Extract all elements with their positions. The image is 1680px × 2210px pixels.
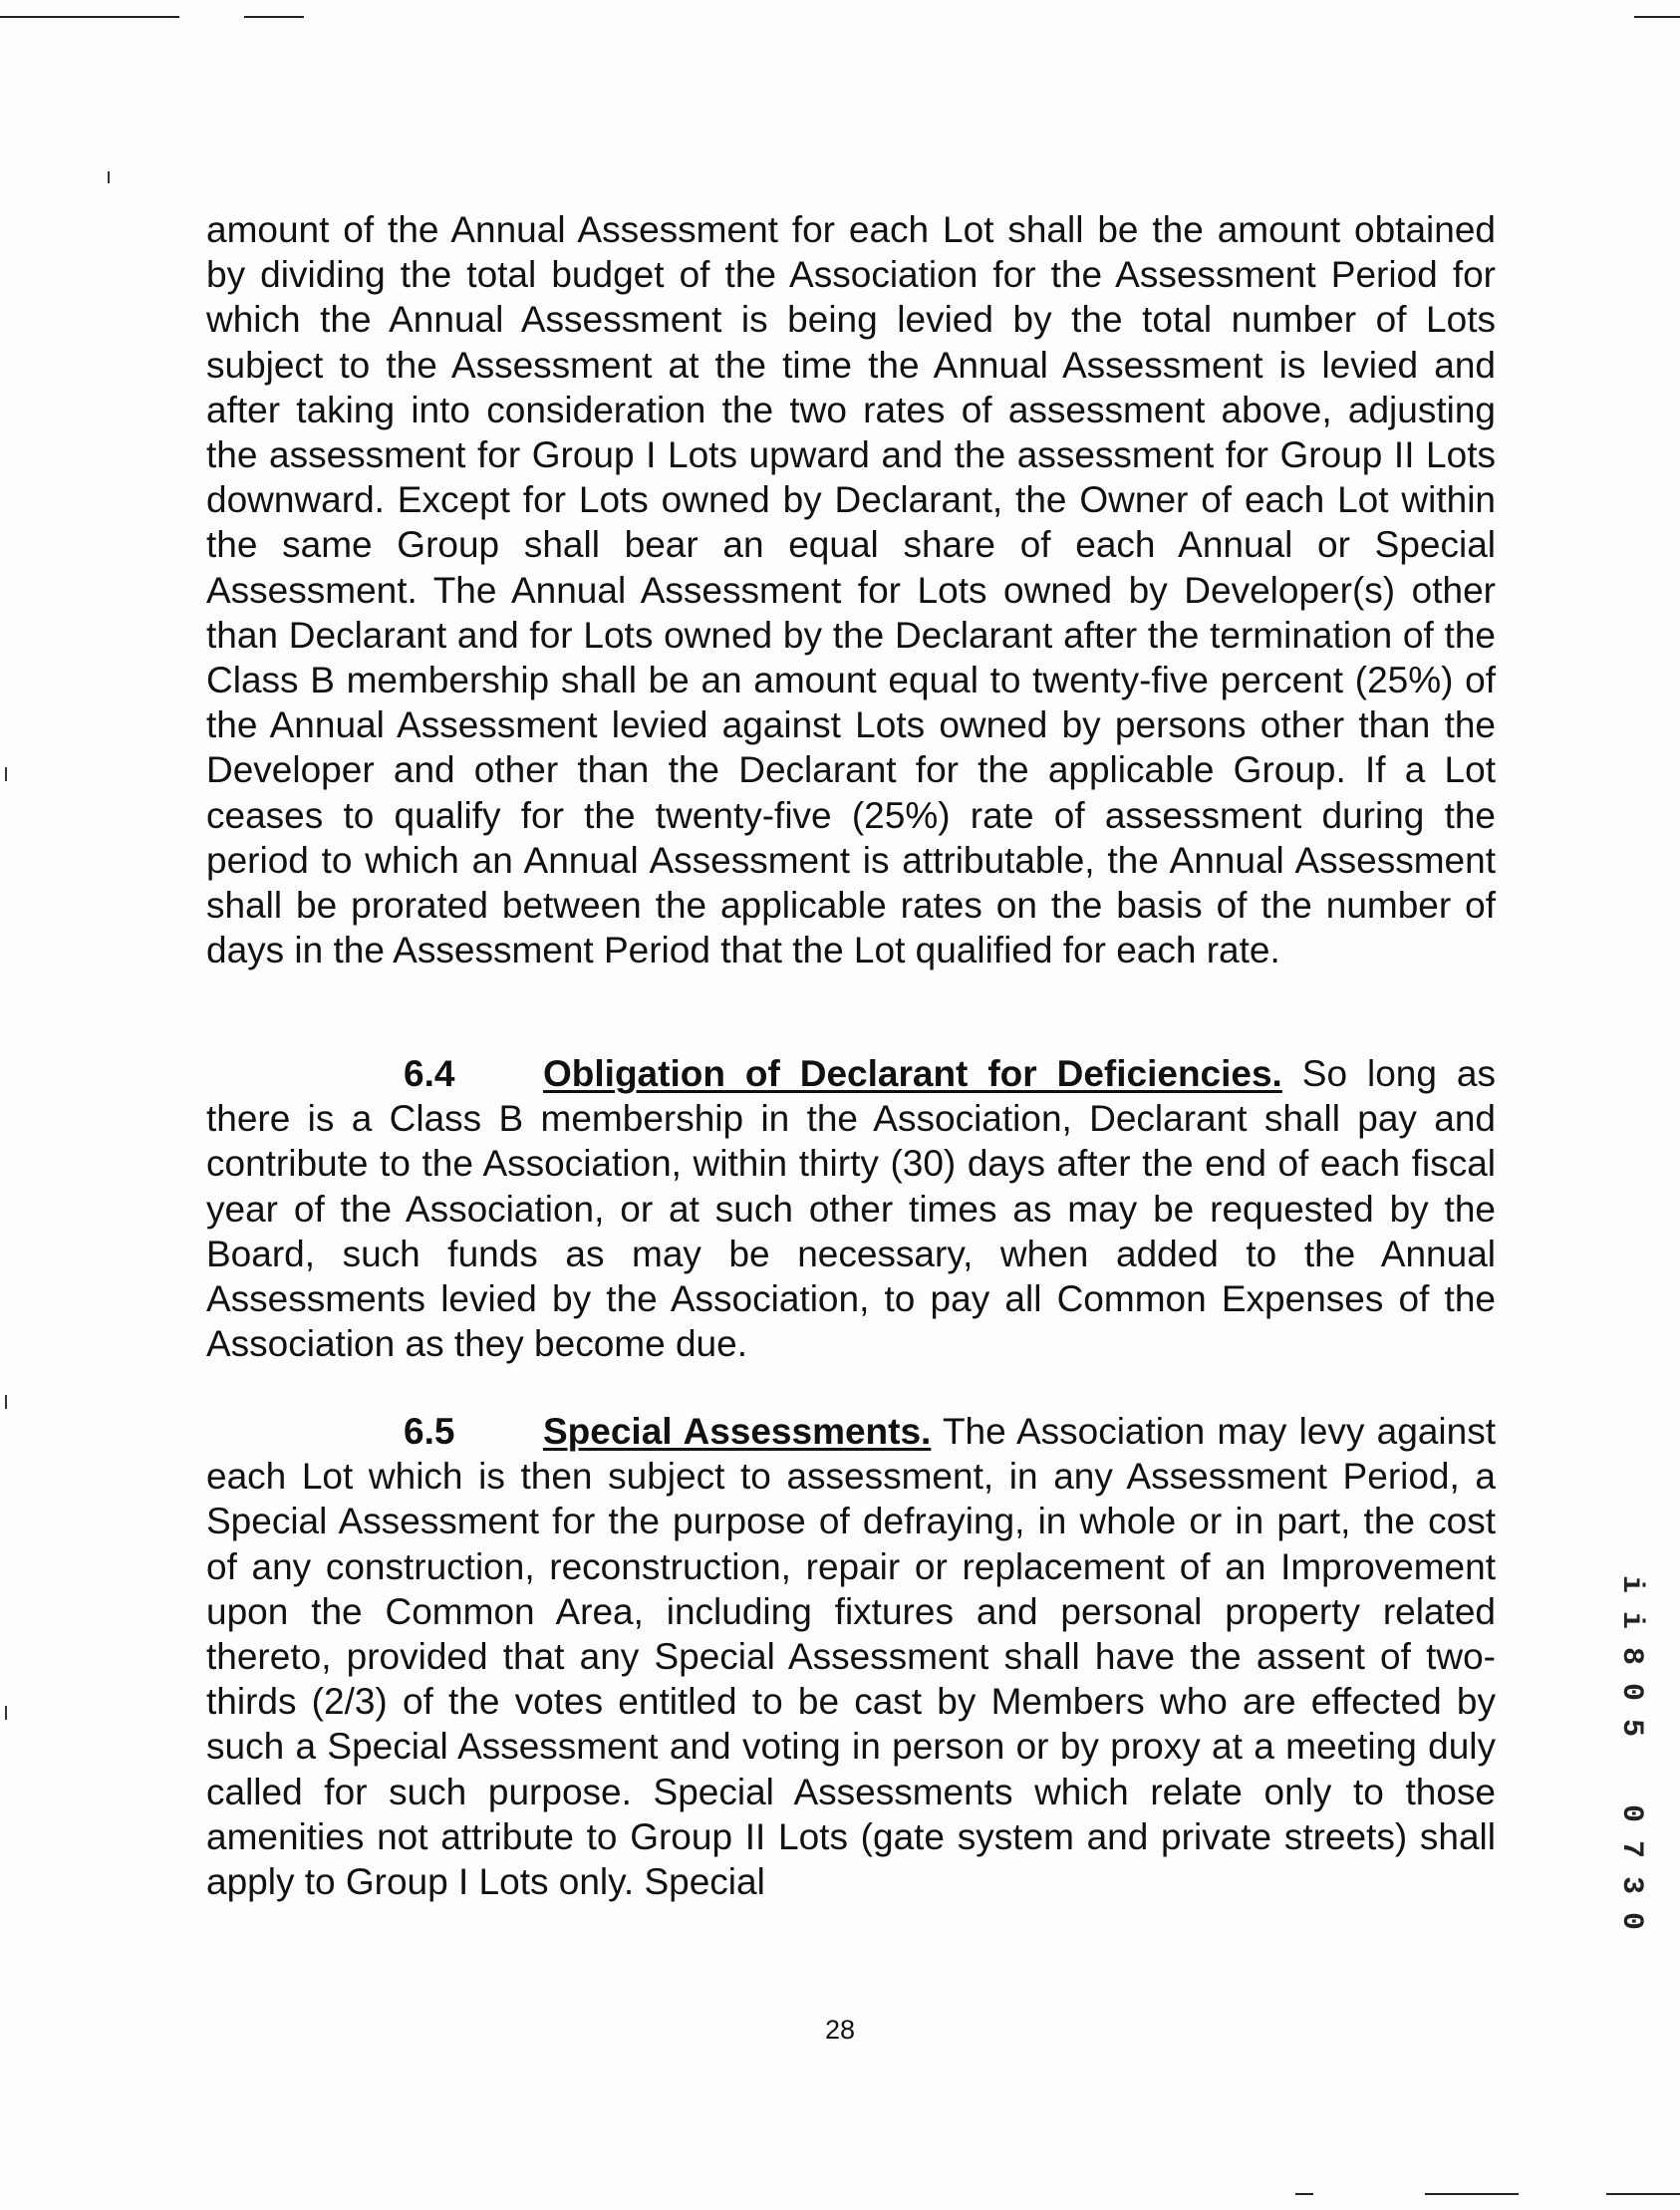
stamp-char: 0 xyxy=(1614,1682,1648,1701)
scan-artifact-mark xyxy=(5,1395,7,1409)
section-text: So long as there is a Class B membership in the Association, Declarant shall pay and contribute to the Association, within thirty (30) days after the end of each fiscal year of the Association, or at such other times as may be requested by the Board, such funds as may be necessary, when added to the Annual Assessments levied by the Association, to pay all Common Expenses of the Association as they become due. xyxy=(206,1053,1496,1365)
scan-artifact-top-left xyxy=(0,16,179,18)
section-6-4 xyxy=(206,1051,1496,1366)
paragraph-annual-assessment: amount of the Annual Assessment for each Lot shall be the amount obtained by dividing the total budget of the Association for the Assessment Period for which the Annual Assessment is being levied by the total number of Lots subject to the Assessment at the time the Annual Assessment is levied and after taking into consideration the two rates of assessment above, adjusting the assessment for Group I Lots upward and the assessment for Group II Lots downward. Except for Lots owned by Declarant, the Owner of each Lot within the same Group shall bear an equal share of each Annual or Special Assessment. The Annual Assessment for Lots owned by Developer(s) other than Declarant and for Lots owned by the Declarant after the termination of the Class B membership shall be an amount equal to twenty-five percent (25%) of the Annual Assessment levied against Lots owned by persons other than the Developer and other than the Declarant for the applicable Group. If a Lot ceases to qualify for the twenty-five (25%) rate of assessment during the period to which an Annual Assessment is attributable, the Annual Assessment shall be prorated between the applicable rates on the basis of the number of days in the Assessment Period that the Lot qualified for each rate. xyxy=(206,209,1496,971)
stamp-char: 8 xyxy=(1614,1646,1648,1665)
scan-artifact-mark xyxy=(5,767,7,781)
page-number: 28 xyxy=(824,2015,856,2045)
scan-artifact-top-mid xyxy=(244,16,304,18)
section-title: Special Assessments. xyxy=(543,1411,932,1452)
section-text: The Association may levy against each Lot which is then subject to assessment, in any Assessment Period, a Special Assessment for the purpose of defraying, in whole or in part, the cost of any construction, reconstruction, repair or replacement of an Improvement upon the Common Area, including fixtures and personal property related thereto, provided that any Special Assessment shall have the assent of two-thirds (2/3) of the votes entitled to be cast by Members who are effected by such a Special Assessment and voting in person or by proxy at a meeting duly called for such purpose. Special Assessments which relate only to those amenities not attribute to Group II Lots (gate system and private streets) shall apply to Group I Lots only. Special xyxy=(206,1411,1496,1903)
stamp-char: 3 xyxy=(1614,1875,1648,1894)
stamp-char: 7 xyxy=(1614,1839,1648,1858)
scan-artifact-mark xyxy=(5,1706,7,1720)
section-number: 6.5 xyxy=(404,1411,455,1452)
stamp-char: i xyxy=(1614,1610,1648,1629)
section-6-5 xyxy=(206,1409,1496,1904)
stamp-char: 0 xyxy=(1614,1911,1648,1930)
scan-artifact-top-right xyxy=(1634,16,1680,18)
scan-artifact-bottom-left xyxy=(1295,2193,1313,2195)
scan-artifact-bottom-far xyxy=(1606,2193,1680,2195)
stamp-char: i xyxy=(1614,1574,1648,1593)
recording-stamp xyxy=(1616,1566,1646,1939)
scan-artifact-mark xyxy=(108,171,110,183)
section-title: Obligation of Declarant for Deficiencies. xyxy=(543,1053,1282,1094)
stamp-char: 5 xyxy=(1614,1718,1648,1737)
scan-artifact-bottom-right xyxy=(1425,2193,1519,2195)
stamp-char: 0 xyxy=(1614,1803,1648,1822)
section-number: 6.4 xyxy=(404,1053,455,1094)
